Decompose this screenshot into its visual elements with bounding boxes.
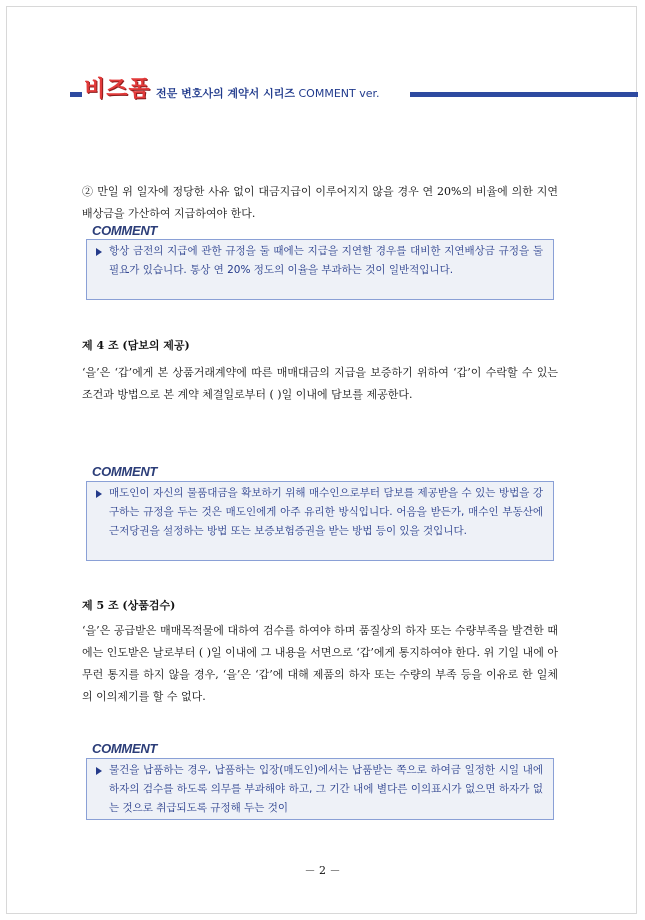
- series-title-suffix: COMMENT ver.: [295, 87, 380, 100]
- brand-logo: 비즈폼: [84, 77, 151, 102]
- page-number: － 2 －: [304, 864, 341, 877]
- comment-box: [86, 481, 554, 561]
- article-4-title: 제 4 조 (담보의 제공): [82, 339, 190, 352]
- article-5-text: ‘을’은 공급받은 매매목적물에 대하여 검수를 하여야 하며 품질상의 하자 또는 수량부족을 발견한 때에는 인도받은 날로부터 ( )일 이내에 그 내용을 서면으로 ‘갑’에게 통지하여야 한다. 위 기일 내에 아무런 통지를 하지 않을 경우, ‘을’은 ‘갑’에 대해 제품의 하자 또는 수량의 부족 등을 이유로 한 일체의 이의제기를 할 수 없다.: [82, 624, 558, 703]
- comment-text: 항상 금전의 지급에 관한 규정을 둘 때에는 지급을 지연할 경우를 대비한 지연배상금 규정을 둘 필요가 있습니다. 통상 연 20% 정도의 이율을 부과하는 것이 일반적입니다.: [109, 245, 543, 276]
- comment-text: 매도인이 자신의 물품대금을 확보하기 위해 매수인으로부터 담보를 제공받을 수 있는 방법을 강구하는 규정을 두는 것은 매도인에게 아주 유리한 방식입니다. 어음을 받든가, 매수인 부동산에 근저당권을 설정하는 방법 또는 보증보험증권을 받는 방법 등이 있을 것입니다.: [109, 487, 543, 537]
- comment-box: [86, 758, 554, 820]
- article-4-text: ‘을’은 ‘갑’에게 본 상품거래계약에 따른 매매대금의 지급을 보증하기 위하여 ‘갑’이 수락할 수 있는 조건과 방법으로 본 계약 체결일로부터 ( )일 이내에 담보를 제공한다.: [82, 366, 558, 401]
- comment-box: [86, 239, 554, 300]
- bullet-triangle-icon: [96, 767, 102, 775]
- header-rule-right: [410, 92, 638, 97]
- header-rule-left: [70, 92, 82, 97]
- series-title-main: 전문 변호사의 계약서 시리즈: [156, 87, 295, 100]
- article-5-title: 제 5 조 (상품검수): [82, 599, 176, 612]
- bullet-triangle-icon: [96, 248, 102, 256]
- comment-label: COMMENT: [92, 223, 158, 238]
- comment-label: COMMENT: [92, 464, 158, 479]
- bullet-triangle-icon: [96, 490, 102, 498]
- series-title: [156, 86, 380, 102]
- comment-text: 물건을 납품하는 경우, 납품하는 입장(매도인)에서는 납품받는 쪽으로 하여금 일정한 시일 내에 하자의 검수를 하도록 의무를 부과해야 하고, 그 기간 내에 별다른 이의표시가 없으면 하자가 없는 것으로 취급되도록 규정해 두는 것이: [109, 764, 543, 814]
- clause-item-2: ② 만일 위 일자에 정당한 사유 없이 대금지급이 이루어지지 않을 경우 연 20%의 비율에 의한 지연배상금을 가산하여 지급하여야 한다.: [82, 185, 558, 220]
- comment-label: COMMENT: [92, 741, 158, 756]
